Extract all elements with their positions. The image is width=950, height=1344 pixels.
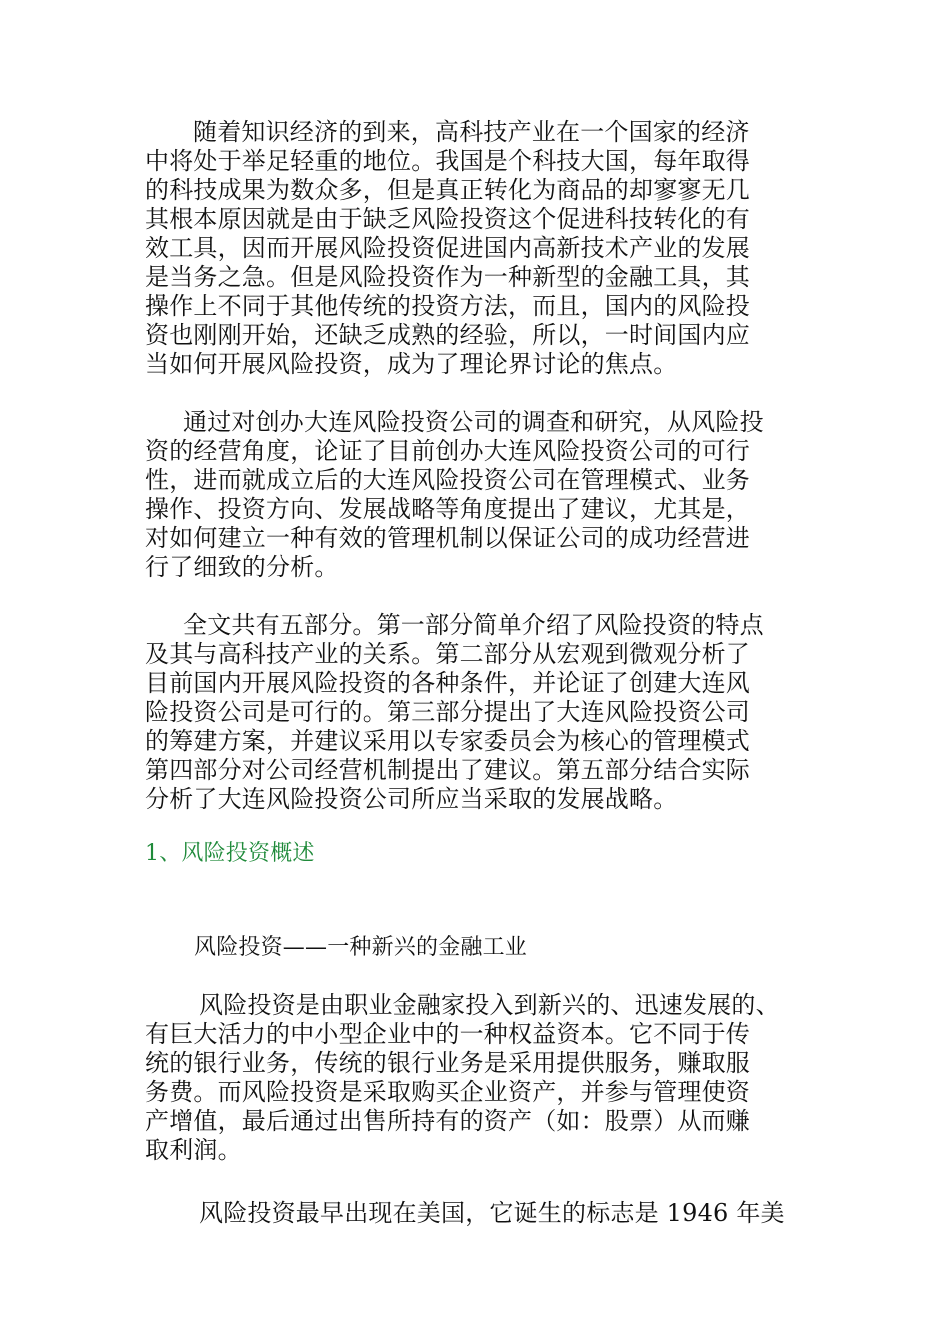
paragraph-1-line: 随着知识经济的到来，高科技产业在一个国家的经济 bbox=[193, 118, 750, 146]
paragraph-3-line: 险投资公司是可行的。第三部分提出了大连风险投资公司 bbox=[145, 698, 750, 726]
paragraph-1-line: 中将处于举足轻重的地位。我国是个科技大国，每年取得 bbox=[145, 147, 750, 175]
paragraph-1-line: 资也刚刚开始，还缺乏成熟的经验，所以，一时间国内应 bbox=[145, 321, 750, 349]
paragraph-4-line: 务费。而风险投资是采取购买企业资产，并参与管理使资 bbox=[145, 1078, 750, 1106]
paragraph-2-line: 资的经营角度，论证了目前创办大连风险投资公司的可行 bbox=[145, 437, 750, 465]
paragraph-1-line: 其根本原因就是由于缺乏风险投资这个促进科技转化的有 bbox=[145, 205, 750, 233]
paragraph-1-line: 操作上不同于其他传统的投资方法，而且，国内的风险投 bbox=[145, 292, 750, 320]
paragraph-3-line: 分析了大连风险投资公司所应当采取的发展战略。 bbox=[145, 785, 678, 813]
subsection-title: 风险投资——一种新兴的金融工业 bbox=[194, 935, 528, 960]
paragraph-3-line: 目前国内开展风险投资的各种条件，并论证了创建大连风 bbox=[145, 669, 750, 697]
paragraph-1-line: 效工具，因而开展风险投资促进国内高新技术产业的发展 bbox=[145, 234, 750, 262]
paragraph-1-line: 的科技成果为数众多，但是真正转化为商品的却寥寥无几 bbox=[145, 176, 750, 204]
paragraph-5-line: 风险投资最早出现在美国，它诞生的标志是 1946 年美 bbox=[199, 1199, 785, 1227]
paragraph-4-line: 产增值，最后通过出售所持有的资产（如：股票）从而赚 bbox=[145, 1107, 750, 1135]
paragraph-3-line: 第四部分对公司经营机制提出了建议。第五部分结合实际 bbox=[145, 756, 750, 784]
paragraph-2-line: 操作、投资方向、发展战略等角度提出了建议，尤其是， bbox=[145, 495, 750, 523]
paragraph-2-line: 通过对创办大连风险投资公司的调查和研究，从风险投 bbox=[183, 408, 764, 436]
paragraph-3-line: 全文共有五部分。第一部分简单介绍了风险投资的特点 bbox=[183, 611, 764, 639]
paragraph-3-line: 及其与高科技产业的关系。第二部分从宏观到微观分析了 bbox=[145, 640, 750, 668]
section-heading: 1、风险投资概述 bbox=[145, 841, 315, 866]
paragraph-2-line: 性，进而就成立后的大连风险投资公司在管理模式、业务 bbox=[145, 466, 750, 494]
paragraph-1-line: 是当务之急。但是风险投资作为一种新型的金融工具，其 bbox=[145, 263, 750, 291]
paragraph-2-line: 行了细致的分析。 bbox=[145, 553, 339, 581]
paragraph-3-line: 的筹建方案，并建议采用以专家委员会为核心的管理模式 bbox=[145, 727, 750, 755]
paragraph-4-line: 风险投资是由职业金融家投入到新兴的、迅速发展的、 bbox=[199, 991, 780, 1019]
paragraph-4-line: 统的银行业务，传统的银行业务是采用提供服务，赚取服 bbox=[145, 1049, 750, 1077]
paragraph-4-line: 取利润。 bbox=[145, 1136, 242, 1164]
paragraph-4-line: 有巨大活力的中小型企业中的一种权益资本。它不同于传 bbox=[145, 1020, 750, 1048]
paragraph-2-line: 对如何建立一种有效的管理机制以保证公司的成功经营进 bbox=[145, 524, 750, 552]
paragraph-1-line: 当如何开展风险投资，成为了理论界讨论的焦点。 bbox=[145, 350, 678, 378]
